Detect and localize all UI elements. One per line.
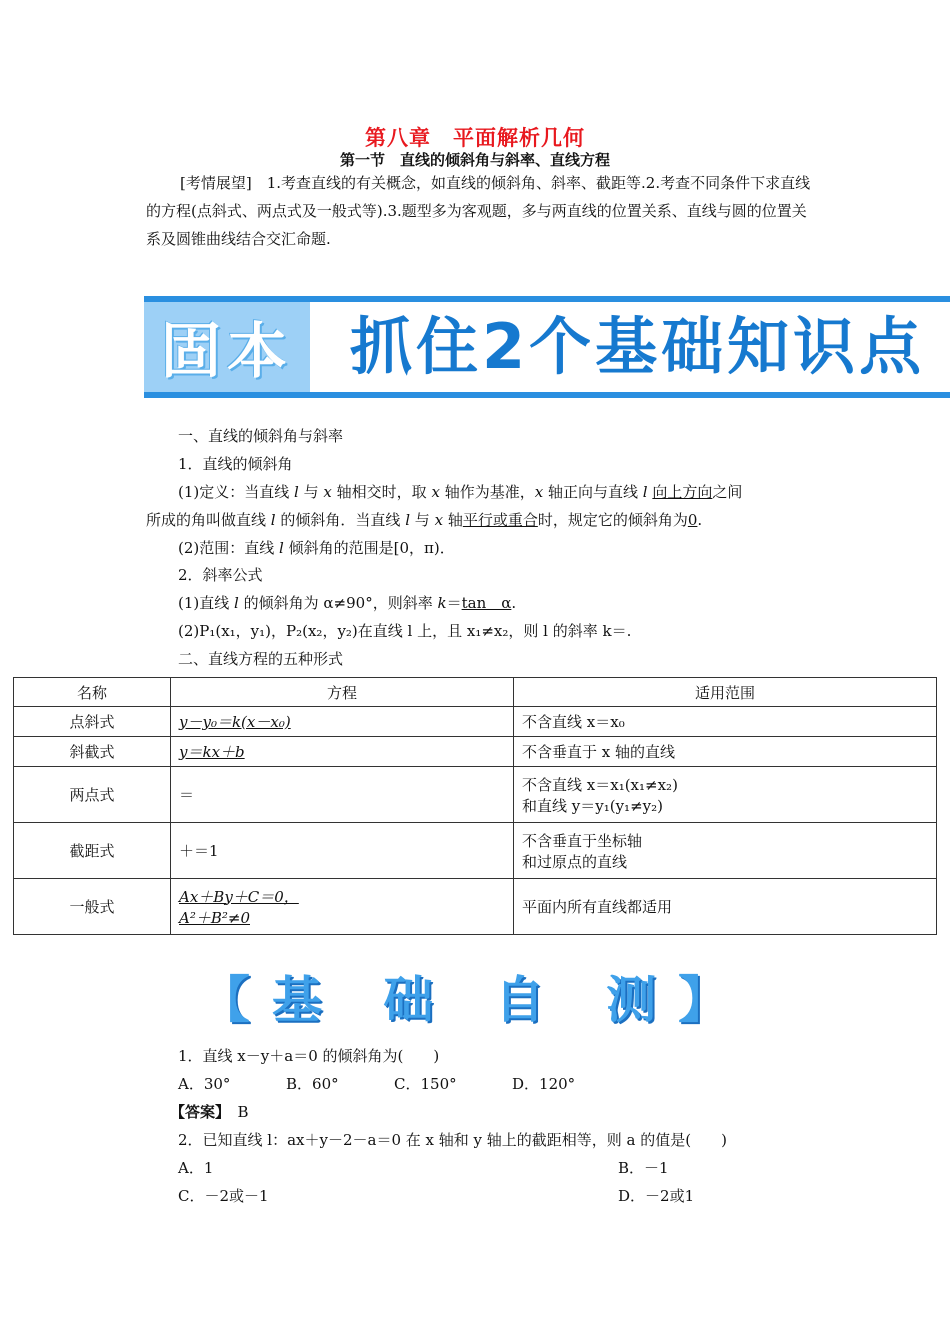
intro-paragraph: [考情展望] 1.考查直线的有关概念，如直线的倾斜角、斜率、截距等.2.考查不同条件下求直线的方程(点斜式、两点式及一般式等).3.题型多为客观题，多与两直线的位置关系、直线与圆的位置关系及圆锥曲线结合交汇命题.: [146, 174, 811, 248]
q1-option-c: C．150°: [394, 1075, 457, 1093]
heading-inclination-slope: 一、直线的倾斜角与斜率: [178, 427, 344, 445]
form-equation: y－y₀＝k(x－x₀): [171, 707, 514, 737]
form-equation: ＝: [171, 767, 514, 823]
heading-five-forms: 二、直线方程的五种形式: [178, 650, 344, 668]
underline-zero: 0: [687, 511, 698, 529]
slope-line1: (1)直线 l 的倾斜角为 α≠90°，则斜率 k＝tan α.: [178, 594, 517, 612]
form-name: 点斜式: [14, 707, 171, 737]
answer-line: [170, 1098, 249, 1126]
underline-tan: tan α: [461, 594, 512, 612]
banner-right-label: 抓住2个基础知识点: [350, 310, 926, 383]
form-name: 截距式: [14, 823, 171, 879]
form-scope: 不含垂直于坐标轴 和过原点的直线: [514, 823, 937, 879]
q2-option-c: C．－2或－1: [178, 1187, 269, 1205]
table-row: [14, 767, 937, 823]
col-header-scope: 适用范围: [514, 678, 937, 707]
section-title: 第一节 直线的倾斜角与斜率、直线方程: [339, 151, 610, 169]
form-name: 一般式: [14, 879, 171, 935]
form-equation: Ax＋By＋C＝0， A²＋B²≠0: [171, 879, 514, 935]
table-row: [14, 823, 937, 879]
q2-option-b: B．－1: [618, 1159, 669, 1177]
definition-line1: (1)定义：当直线 l 与 x 轴相交时，取 x 轴作为基准，x 轴正向与直线 l 向上方向之间: [178, 483, 743, 501]
definition-line2: 所成的角叫做直线 l 的倾斜角．当直线 l 与 x 轴平行或重合时，规定它的倾斜角为0.: [146, 511, 703, 529]
answer-label: 【答案】: [170, 1103, 223, 1121]
q2-option-a: A．1: [178, 1159, 214, 1177]
equation-forms-table: [13, 677, 937, 935]
knowledge-banner: [144, 296, 950, 398]
table-row: [14, 879, 937, 935]
answer-value: B: [237, 1103, 249, 1121]
banner-bottom-line: [144, 392, 950, 398]
underline-parallel: 平行或重合: [462, 511, 538, 529]
table-row: [14, 707, 937, 737]
form-name: 两点式: [14, 767, 171, 823]
q1-option-b: B．60°: [286, 1075, 339, 1093]
heading-inclination: 1．直线的倾斜角: [178, 455, 293, 473]
form-scope: 不含直线 x＝x₀: [514, 707, 937, 737]
table-row: [14, 737, 937, 767]
form-name: 斜截式: [14, 737, 171, 767]
self-test-banner: 【基 础 自 测】: [199, 971, 751, 1029]
col-header-name: 名称: [14, 678, 171, 707]
form-scope: 不含垂直于 x 轴的直线: [514, 737, 937, 767]
form-equation: ＋＝1: [171, 823, 514, 879]
range-line: (2)范围：直线 l 倾斜角的范围是[0，π)．: [178, 539, 455, 557]
slope-line2: (2)P₁(x₁，y₁)，P₂(x₂，y₂)在直线 l 上，且 x₁≠x₂，则 l 的斜率 k＝.: [178, 622, 632, 640]
chapter-title: 第八章 平面解析几何: [365, 126, 585, 150]
q1-option-d: D．120°: [512, 1075, 576, 1093]
q2-option-d: D．－2或1: [618, 1187, 695, 1205]
table-header-row: [14, 678, 937, 707]
underline-upward-direction: 向上方向: [652, 483, 713, 501]
col-header-equation: 方程: [171, 678, 514, 707]
heading-slope-formula: 2．斜率公式: [178, 566, 263, 584]
question-1: 1．直线 x－y＋a＝0 的倾斜角为( ): [178, 1047, 440, 1065]
form-scope: 不含直线 x＝x₁(x₁≠x₂) 和直线 y＝y₁(y₁≠y₂): [514, 767, 937, 823]
banner-left-label: 固本: [144, 302, 310, 392]
q1-option-a: A．30°: [178, 1075, 231, 1093]
form-equation: y＝kx＋b: [171, 737, 514, 767]
form-scope: 平面内所有直线都适用: [514, 879, 937, 935]
question-2: 2．已知直线 l：ax＋y－2－a＝0 在 x 轴和 y 轴上的截距相等，则 a 的值是( ): [178, 1131, 727, 1149]
